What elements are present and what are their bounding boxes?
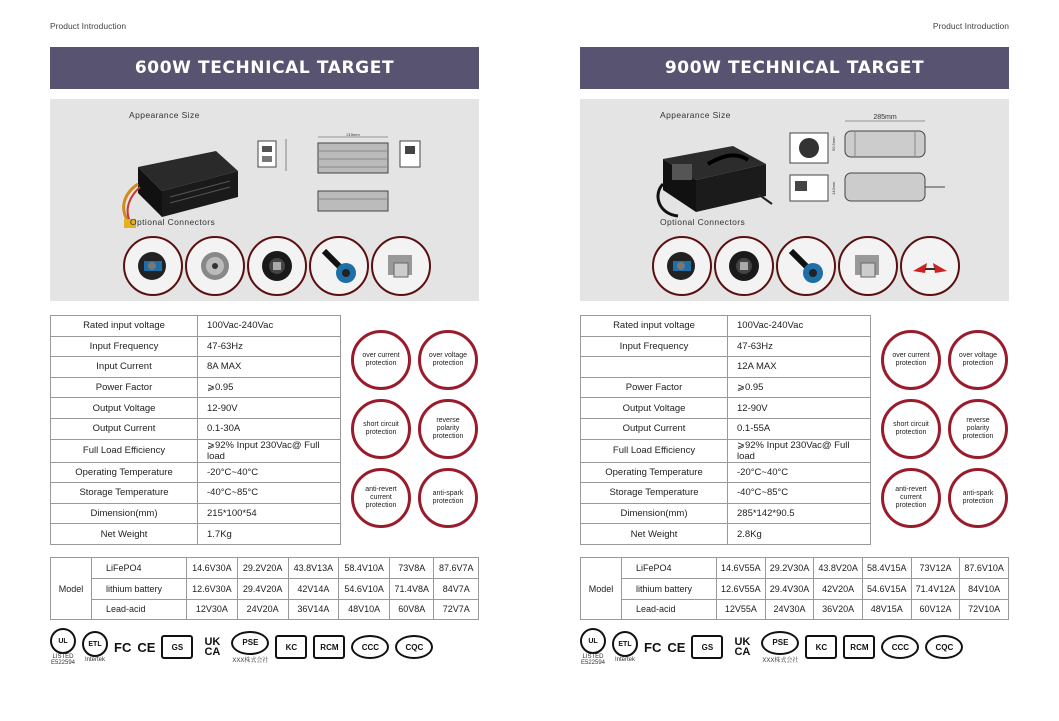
spec-table bbox=[580, 315, 871, 545]
table-row bbox=[51, 483, 341, 504]
protection-badge: anti-revert current protection bbox=[351, 468, 411, 528]
ce-icon: CE bbox=[667, 639, 686, 655]
model-cell: 84V7A bbox=[434, 578, 479, 599]
spec-key: Net Weight bbox=[51, 524, 198, 545]
table-row bbox=[581, 558, 1009, 579]
spec-key: Output Current bbox=[51, 418, 198, 439]
appearance-label: Appearance Size bbox=[660, 110, 731, 120]
spec-value: 12-90V bbox=[728, 398, 871, 419]
model-cell: 14.6V55A bbox=[717, 558, 766, 579]
chemistry-cell: LiFePO4 bbox=[92, 558, 187, 579]
model-cell: 60V8A bbox=[390, 599, 434, 620]
connector-option bbox=[714, 236, 774, 296]
model-cell: 73V8A bbox=[390, 558, 434, 579]
spec-key: Power Factor bbox=[581, 377, 728, 398]
table-row bbox=[51, 439, 341, 462]
model-cell: 58.4V15A bbox=[862, 558, 911, 579]
protection-badge: anti-spark protection bbox=[418, 468, 478, 528]
table-row bbox=[581, 439, 871, 462]
spec-value: ⩾0.95 bbox=[198, 377, 341, 398]
spec-value: -20°C~40°C bbox=[728, 462, 871, 483]
spec-value: -40°C~85°C bbox=[728, 483, 871, 504]
spec-key: Storage Temperature bbox=[51, 483, 198, 504]
certification-logos bbox=[580, 629, 1009, 665]
protection-badge: anti-spark protection bbox=[948, 468, 1008, 528]
ul-listed-icon: UL LISTED E522594 bbox=[50, 628, 76, 666]
spec-key: Dimension(mm) bbox=[581, 503, 728, 524]
model-cell: 42V14A bbox=[288, 578, 339, 599]
spec-value: 215*100*54 bbox=[198, 503, 341, 524]
kc-icon: KC bbox=[275, 635, 307, 659]
model-cell: 87.6V7A bbox=[434, 558, 479, 579]
spec-key: Output Voltage bbox=[51, 398, 198, 419]
charger-image bbox=[648, 134, 773, 229]
spec-key: Output Current bbox=[581, 418, 728, 439]
spec-value: ⩾92% Input 230Vac@ Full load bbox=[728, 439, 871, 462]
protection-badge: short circuit protection bbox=[351, 399, 411, 459]
dim-width: 142mm bbox=[831, 181, 836, 195]
header-label: Product Introduction bbox=[50, 21, 127, 31]
connectors-label: Optional Connectors bbox=[660, 217, 746, 227]
model-cell: 72V10A bbox=[960, 599, 1009, 620]
left-page bbox=[0, 0, 529, 721]
spec-key: Net Weight bbox=[581, 524, 728, 545]
table-row bbox=[51, 578, 479, 599]
spec-key: Input Current bbox=[51, 357, 198, 378]
model-cell: 87.6V10A bbox=[960, 558, 1009, 579]
spec-value: 12-90V bbox=[198, 398, 341, 419]
spec-value: -20°C~40°C bbox=[198, 462, 341, 483]
protection-badge: anti-revert current protection bbox=[881, 468, 941, 528]
model-cell: 29.2V20A bbox=[237, 558, 288, 579]
model-cell: 54.6V10A bbox=[339, 578, 390, 599]
connector-option bbox=[838, 236, 898, 296]
connector-option bbox=[123, 236, 183, 296]
table-row bbox=[51, 462, 341, 483]
dimension-drawing bbox=[250, 131, 470, 221]
protection-badge: over current protection bbox=[881, 330, 941, 390]
cqc-icon: CQC bbox=[925, 635, 963, 659]
spec-key: Storage Temperature bbox=[581, 483, 728, 504]
pse-icon: PSE XXX株式会社 bbox=[231, 631, 269, 664]
chemistry-cell: Lead-acid bbox=[622, 599, 717, 620]
spec-key: Output Voltage bbox=[581, 398, 728, 419]
spec-table bbox=[50, 315, 341, 545]
connector-option bbox=[652, 236, 712, 296]
connector-options bbox=[123, 236, 431, 296]
model-label: Model bbox=[51, 558, 92, 620]
spec-key: Rated input voltage bbox=[581, 316, 728, 337]
model-cell: 29.2V30A bbox=[765, 558, 814, 579]
spec-value: 12A MAX bbox=[728, 357, 871, 378]
dim-height: 90.5mm bbox=[831, 136, 836, 151]
model-cell: 48V15A bbox=[862, 599, 911, 620]
connector-option bbox=[776, 236, 836, 296]
rcm-icon: RCM bbox=[843, 635, 875, 659]
dimension-drawing bbox=[785, 109, 1005, 209]
connector-option bbox=[185, 236, 245, 296]
certification-logos bbox=[50, 629, 479, 665]
spec-value: ⩾0.95 bbox=[728, 377, 871, 398]
right-page bbox=[530, 0, 1059, 721]
model-cell: 72V7A bbox=[434, 599, 479, 620]
gs-icon: GS bbox=[161, 635, 193, 659]
spec-value: 285*142*90.5 bbox=[728, 503, 871, 524]
spec-value: 0.1-55A bbox=[728, 418, 871, 439]
table-row bbox=[581, 418, 871, 439]
model-cell: 12V30A bbox=[187, 599, 238, 620]
table-row bbox=[581, 316, 871, 337]
dim-length: 285mm bbox=[873, 114, 897, 121]
ccc-icon: CCC bbox=[881, 635, 919, 659]
table-row bbox=[51, 558, 479, 579]
table-row bbox=[51, 524, 341, 545]
connector-option bbox=[900, 236, 960, 296]
spec-key: Power Factor bbox=[51, 377, 198, 398]
spec-value: 100Vac-240Vac bbox=[728, 316, 871, 337]
table-row bbox=[581, 462, 871, 483]
spec-key bbox=[581, 357, 728, 378]
protection-badge: reverse polarity protection bbox=[418, 399, 478, 459]
fcc-icon: FC bbox=[644, 639, 662, 655]
gs-icon: GS bbox=[691, 635, 723, 659]
spec-key: Full Load Efficiency bbox=[581, 439, 728, 462]
model-cell: 12V55A bbox=[717, 599, 766, 620]
table-row bbox=[581, 483, 871, 504]
spec-value: ⩾92% Input 230Vac@ Full load bbox=[198, 439, 341, 462]
spec-value: -40°C~85°C bbox=[198, 483, 341, 504]
ul-listed-icon: UL LISTED E522594 bbox=[580, 628, 606, 666]
model-cell: 54.6V15A bbox=[862, 578, 911, 599]
model-label: Model bbox=[581, 558, 622, 620]
etl-icon: ETL Intertek bbox=[82, 631, 108, 663]
table-row bbox=[581, 357, 871, 378]
chemistry-cell: lithium battery bbox=[622, 578, 717, 599]
kc-icon: KC bbox=[805, 635, 837, 659]
spec-key: Input Frequency bbox=[51, 336, 198, 357]
model-cell: 29.4V20A bbox=[237, 578, 288, 599]
spec-key: Rated input voltage bbox=[51, 316, 198, 337]
chemistry-cell: lithium battery bbox=[92, 578, 187, 599]
table-row bbox=[51, 418, 341, 439]
spec-value: 8A MAX bbox=[198, 357, 341, 378]
model-cell: 14.6V30A bbox=[187, 558, 238, 579]
model-cell: 60V12A bbox=[911, 599, 960, 620]
connectors-label: Optional Connectors bbox=[130, 217, 216, 227]
etl-icon: ETL Intertek bbox=[612, 631, 638, 663]
ukca-icon: UK CA bbox=[204, 636, 221, 658]
ukca-icon: UK CA bbox=[734, 636, 751, 658]
table-row bbox=[51, 357, 341, 378]
table-row bbox=[51, 398, 341, 419]
spec-value: 47-63Hz bbox=[198, 336, 341, 357]
model-cell: 71.4V8A bbox=[390, 578, 434, 599]
model-cell: 24V20A bbox=[237, 599, 288, 620]
table-row bbox=[51, 599, 479, 620]
spec-value: 2.8Kg bbox=[728, 524, 871, 545]
model-cell: 24V30A bbox=[765, 599, 814, 620]
chemistry-cell: LiFePO4 bbox=[622, 558, 717, 579]
protection-badge: reverse polarity protection bbox=[948, 399, 1008, 459]
protection-badge: over current protection bbox=[351, 330, 411, 390]
table-row bbox=[581, 377, 871, 398]
spec-value: 0.1-30A bbox=[198, 418, 341, 439]
protection-badge: over voltage protection bbox=[948, 330, 1008, 390]
model-cell: 12.6V55A bbox=[717, 578, 766, 599]
spec-key: Full Load Efficiency bbox=[51, 439, 198, 462]
spec-key: Dimension(mm) bbox=[51, 503, 198, 524]
table-row bbox=[51, 316, 341, 337]
table-row bbox=[581, 503, 871, 524]
dim-length: 215mm bbox=[346, 132, 360, 137]
model-table bbox=[50, 557, 479, 620]
model-cell: 48V10A bbox=[339, 599, 390, 620]
model-cell: 84V10A bbox=[960, 578, 1009, 599]
cqc-icon: CQC bbox=[395, 635, 433, 659]
rcm-icon: RCM bbox=[313, 635, 345, 659]
model-cell: 73V12A bbox=[911, 558, 960, 579]
table-row bbox=[51, 377, 341, 398]
table-row bbox=[51, 336, 341, 357]
model-cell: 12.6V30A bbox=[187, 578, 238, 599]
ccc-icon: CCC bbox=[351, 635, 389, 659]
model-cell: 42V20A bbox=[814, 578, 863, 599]
spec-key: Operating Temperature bbox=[581, 462, 728, 483]
spec-key: Operating Temperature bbox=[51, 462, 198, 483]
model-cell: 36V14A bbox=[288, 599, 339, 620]
connector-options bbox=[652, 236, 960, 296]
spec-value: 1.7Kg bbox=[198, 524, 341, 545]
pse-icon: PSE XXX株式会社 bbox=[761, 631, 799, 664]
header-label: Product Introduction bbox=[932, 21, 1009, 31]
table-row bbox=[581, 336, 871, 357]
ce-icon: CE bbox=[137, 639, 156, 655]
table-row bbox=[581, 524, 871, 545]
fcc-icon: FC bbox=[114, 639, 132, 655]
protection-badge: short circuit protection bbox=[881, 399, 941, 459]
connector-option bbox=[247, 236, 307, 296]
model-cell: 43.8V20A bbox=[814, 558, 863, 579]
appearance-label: Appearance Size bbox=[129, 110, 200, 120]
table-row bbox=[581, 578, 1009, 599]
spec-key: Input Frequency bbox=[581, 336, 728, 357]
table-row bbox=[581, 599, 1009, 620]
model-cell: 36V20A bbox=[814, 599, 863, 620]
page-title: 600W TECHNICAL TARGET bbox=[50, 47, 479, 89]
model-table bbox=[580, 557, 1009, 620]
chemistry-cell: Lead-acid bbox=[92, 599, 187, 620]
model-cell: 29.4V30A bbox=[765, 578, 814, 599]
connector-option bbox=[309, 236, 369, 296]
table-row bbox=[581, 398, 871, 419]
spec-value: 100Vac-240Vac bbox=[198, 316, 341, 337]
protection-badge: over voltage protection bbox=[418, 330, 478, 390]
table-row bbox=[51, 503, 341, 524]
connector-option bbox=[371, 236, 431, 296]
spec-value: 47-63Hz bbox=[728, 336, 871, 357]
model-cell: 58.4V10A bbox=[339, 558, 390, 579]
model-cell: 71.4V12A bbox=[911, 578, 960, 599]
model-cell: 43.8V13A bbox=[288, 558, 339, 579]
page-title: 900W TECHNICAL TARGET bbox=[580, 47, 1009, 89]
